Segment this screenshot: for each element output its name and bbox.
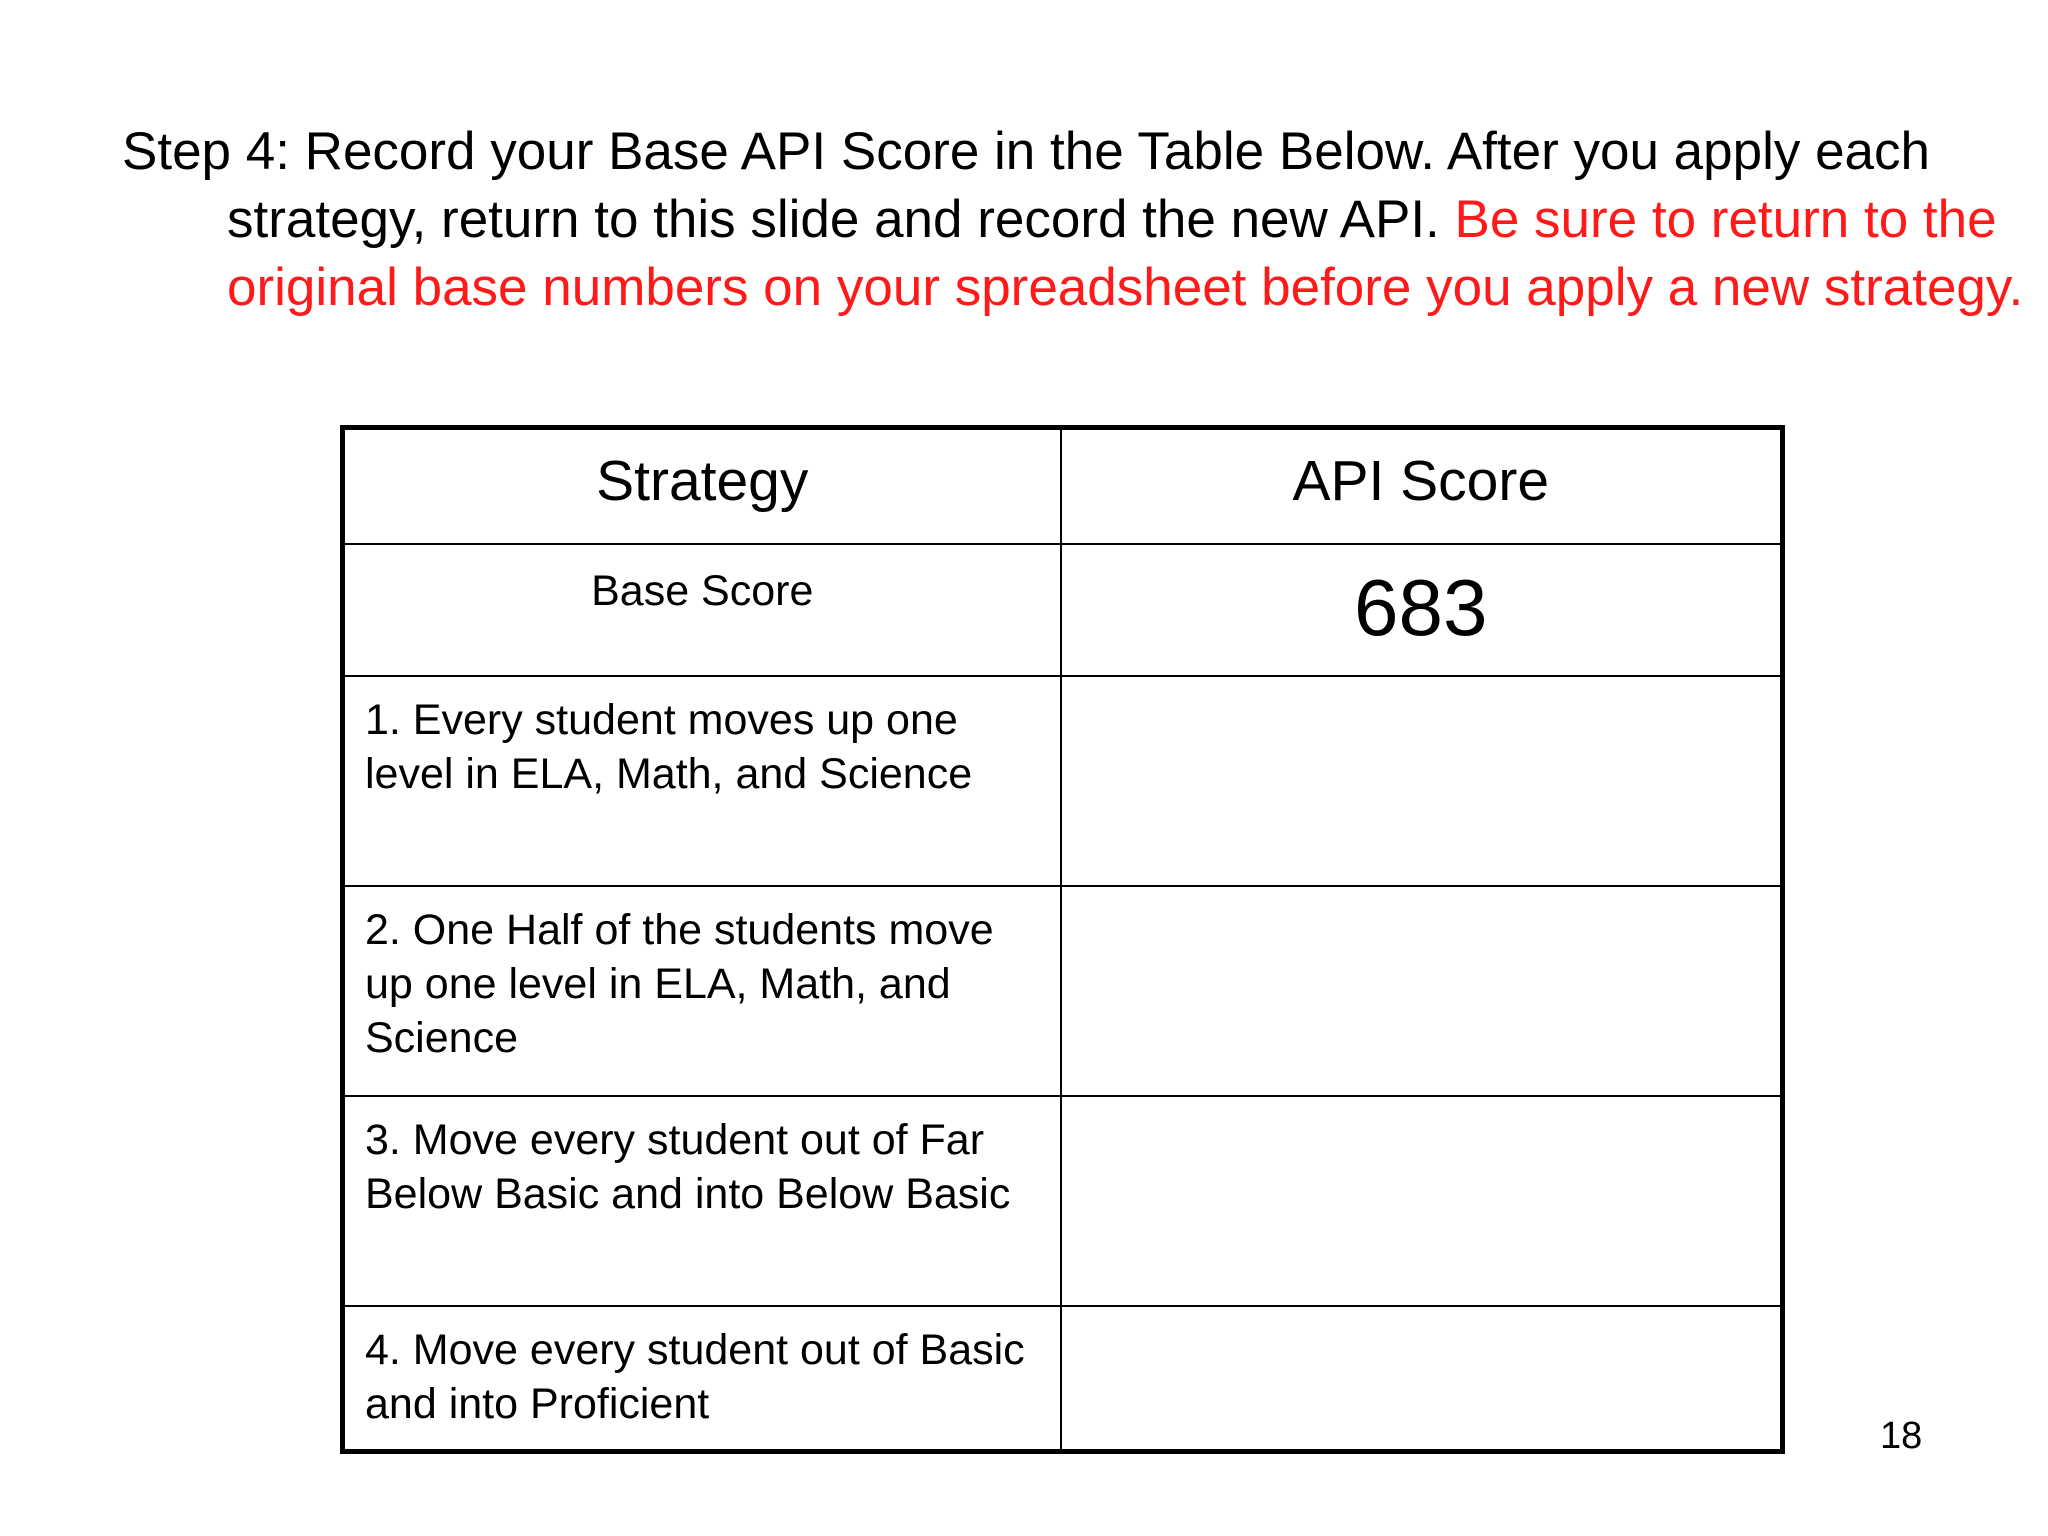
strategy-cell: 1. Every student moves up one level in ELA, Math, and Science (343, 676, 1061, 886)
page-number: 18 (1880, 1415, 1923, 1457)
instructions-alert: Be sure to return to the original base numbers on your spreadsheet before you apply a new strategy. (227, 190, 2024, 317)
table-row-base (343, 544, 1783, 676)
strategy-cell: 2. One Half of the students move up one level in ELA, Math, and Science (343, 886, 1061, 1096)
header-api-score: API Score (1061, 428, 1783, 544)
table-row (343, 1306, 1783, 1452)
instructions-text (122, 118, 2047, 322)
strategy-table (340, 425, 1785, 1454)
base-score-value: 683 (1061, 544, 1783, 676)
table-row (343, 886, 1783, 1096)
strategy-cell: 3. Move every student out of Far Below Basic and into Below Basic (343, 1096, 1061, 1306)
api-score-cell[interactable] (1061, 1306, 1783, 1452)
table-row (343, 676, 1783, 886)
base-score-label: Base Score (343, 544, 1061, 676)
api-score-cell[interactable] (1061, 676, 1783, 886)
table-header-row (343, 428, 1783, 544)
table-row (343, 1096, 1783, 1306)
strategy-cell: 4. Move every student out of Basic and into Proficient (343, 1306, 1061, 1452)
instructions-main: Step 4: Record your Base API Score in the Table Below. After you apply each strategy, return to this slide and record the new API. (122, 122, 1931, 249)
api-score-cell[interactable] (1061, 1096, 1783, 1306)
header-strategy: Strategy (343, 428, 1061, 544)
api-score-cell[interactable] (1061, 886, 1783, 1096)
